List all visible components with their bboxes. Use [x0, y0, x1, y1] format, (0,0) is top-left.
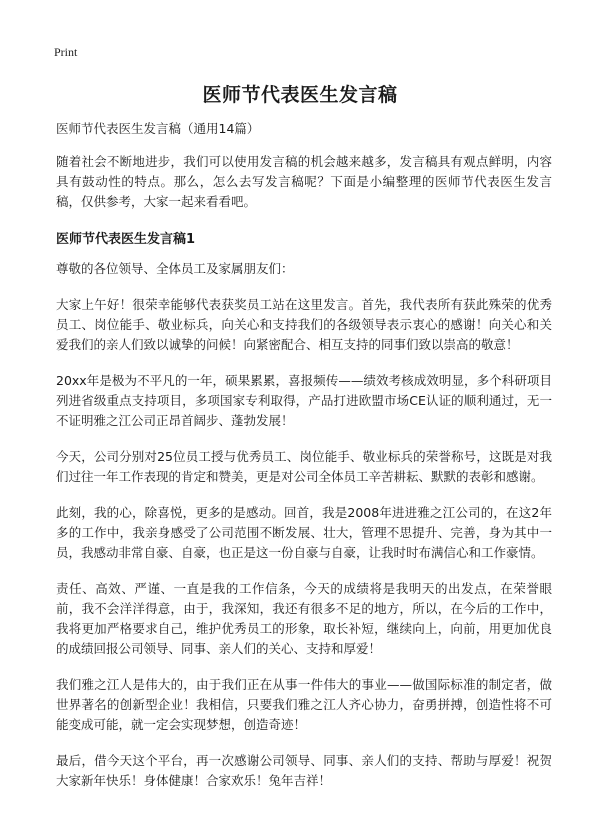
body-paragraph: 此刻，我的心，除喜悦，更多的是感动。回首，我是2008年进进雅之江公司的，在这2年多的工作中，我亲身感受了公司范围不断发展、壮大，管理不思提升、完善，身为其中一员，我感动非常自豪、自豪，也正是这一份自豪与自豪，让我时时布满信心和工作豪情。	[56, 505, 552, 560]
body-paragraph: 今天，公司分别对25位员工授与优秀员工、岗位能手、敬业标兵的荣誉称号，这既是对我们过往一年工作表现的肯定和赞美，更是对公司全体员工辛苦耕耘、默默的表彰和感谢。	[56, 449, 552, 484]
body-paragraph: 我们雅之江人是伟大的，由于我们正在从事一件伟大的事业——做国际标准的制定者，做世界著名的创新型企业！我相信，只要我们雅之江人齐心协力，奋勇拼搏，创造性将不可能变成可能，就一定会实现梦想，创造奇迹！	[56, 677, 552, 732]
intro-paragraph: 随着社会不断地进步，我们可以使用发言稿的机会越来越多，发言稿具有观点鲜明，内容具有鼓动性的特点。那么，怎么去写发言稿呢？下面是小编整理的医师节代表医生发言稿，仅供参考，大家一起来看看吧。	[56, 154, 552, 209]
closing-paragraph: 最后，借今天这个平台，再一次感谢公司领导、同事、亲人们的支持、帮助与厚爱！祝贺大家新年快乐！身体健康！合家欢乐！兔年吉祥！	[56, 753, 552, 788]
article-body	[56, 120, 552, 807]
section-heading: 医师节代表医生发言稿1	[56, 232, 196, 247]
salutation-paragraph: 尊敬的各位领导、全体员工及家属朋友们：	[56, 261, 294, 276]
article-subtitle: 医师节代表医生发言稿（通用14篇）	[56, 121, 260, 136]
body-paragraph: 20xx年是极为不平凡的一年，硕果累累，喜报频传——绩效考核成效明显，多个科研项目列进省级重点支持项目，多项国家专利取得，产品打进欧盟市场CE认证的顺利通过，无一不证明雅之江公司正昂首阔步、蓬勃发展！	[56, 373, 552, 428]
body-paragraph: 责任、高效、严谨、一直是我的工作信条，今天的成绩将是我明天的出发点，在荣誉眼前，我不会洋洋得意，由于，我深知，我还有很多不足的地方，所以，在今后的工作中，我将更加严格要求自己，维护优秀员工的形象，取长补短，继续向上，向前，用更加优良的成绩回报公司领导、同事、亲人们的关心、支持和厚爱！	[56, 581, 552, 656]
page-title: 医师节代表医生发言稿	[202, 84, 398, 106]
print-link[interactable]: Print	[54, 45, 78, 59]
body-paragraph: 大家上午好！很荣幸能够代表获奖员工站在这里发言。首先，我代表所有获此殊荣的优秀员工、岗位能手、敬业标兵，向关心和支持我们的各级领导表示衷心的感谢！向关心和关爱我们的亲人们致以诚挚的问候！向紧密配合、相互支持的同事们致以崇高的敬意！	[56, 297, 552, 352]
